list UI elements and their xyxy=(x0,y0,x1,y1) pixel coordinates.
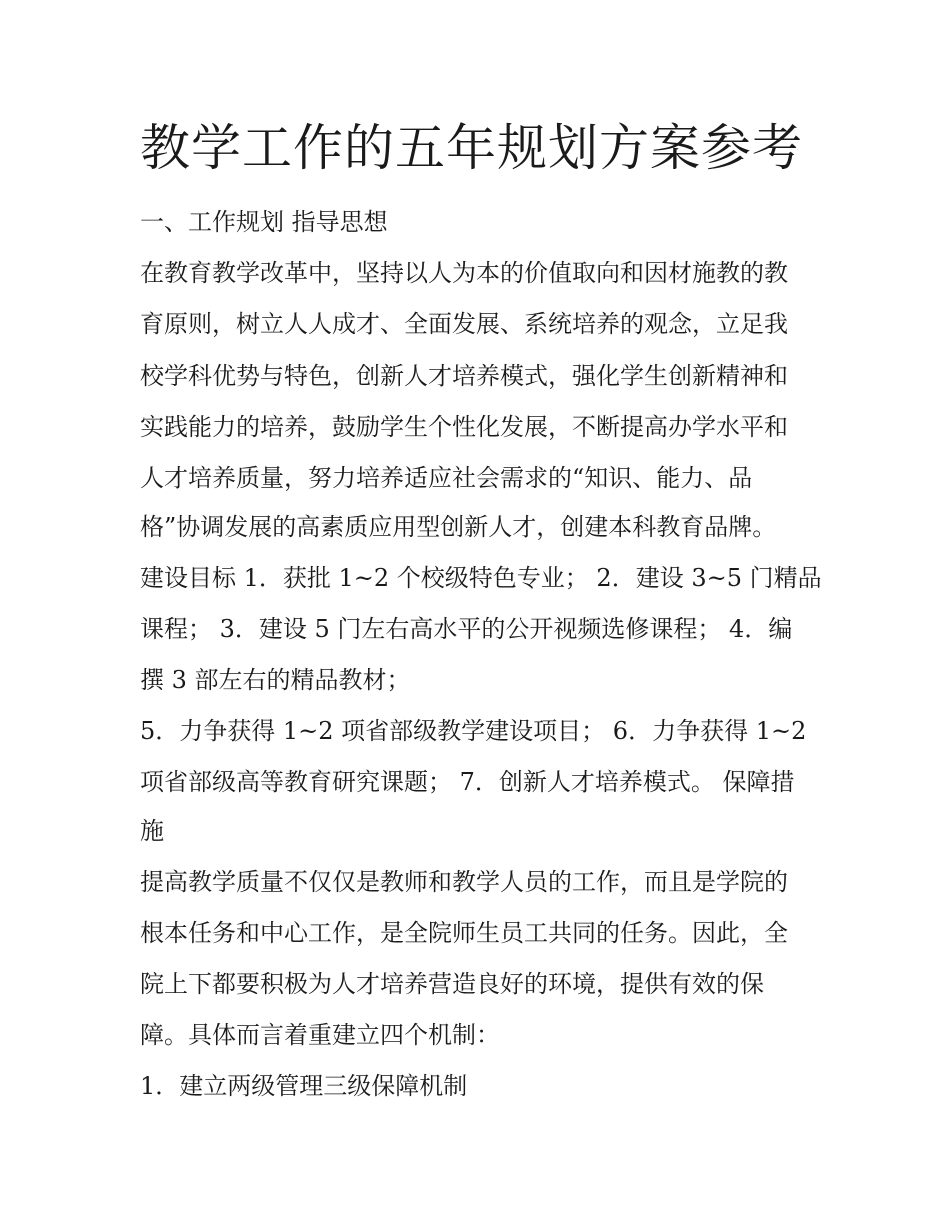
paragraph-line: 格”协调发展的高素质应用型创新人才，创建本科教育品牌。 xyxy=(140,513,777,541)
paragraph-line: 障。具体而言着重建立四个机制： xyxy=(140,1021,500,1049)
goals-line: 建设目标 1．获批 1~2 个校级特色专业； 2．建设 3~5 门精品 xyxy=(140,564,822,592)
section-heading-guiding-ideology: 一、工作规划 指导思想 xyxy=(140,208,388,236)
paragraph-line: 实践能力的培养，鼓励学生个性化发展，不断提高办学水平和 xyxy=(140,413,788,441)
goals-line: 项省部级高等教育研究课题； 7．创新人才培养模式。 保障措 xyxy=(140,768,795,796)
list-item-mechanism-1: 1．建立两级管理三级保障机制 xyxy=(140,1072,468,1100)
paragraph-line: 提高教学质量不仅仅是教师和教学人员的工作，而且是学院的 xyxy=(140,868,788,896)
goals-line: 课程； 3．建设 5 门左右高水平的公开视频选修课程； 4．编 xyxy=(140,615,793,643)
goals-line: 施 xyxy=(140,817,164,845)
goals-line: 5．力争获得 1~2 项省部级教学建设项目； 6．力争获得 1~2 xyxy=(140,717,807,745)
paragraph-line: 校学科优势与特色，创新人才培养模式，强化学生创新精神和 xyxy=(140,362,788,390)
paragraph-line: 院上下都要积极为人才培养营造良好的环境，提供有效的保 xyxy=(140,970,764,998)
paragraph-line: 人才培养质量，努力培养适应社会需求的“知识、能力、品 xyxy=(140,464,753,492)
paragraph-line: 育原则，树立人人成才、全面发展、系统培养的观念，立足我 xyxy=(140,310,788,338)
document-title: 教学工作的五年规划方案参考 xyxy=(140,119,803,177)
paragraph-line: 根本任务和中心工作，是全院师生员工共同的任务。因此，全 xyxy=(140,919,788,947)
goals-line: 撰 3 部左右的精品教材； xyxy=(140,666,411,694)
paragraph-line: 在教育教学改革中，坚持以人为本的价值取向和因材施教的教 xyxy=(140,259,788,287)
